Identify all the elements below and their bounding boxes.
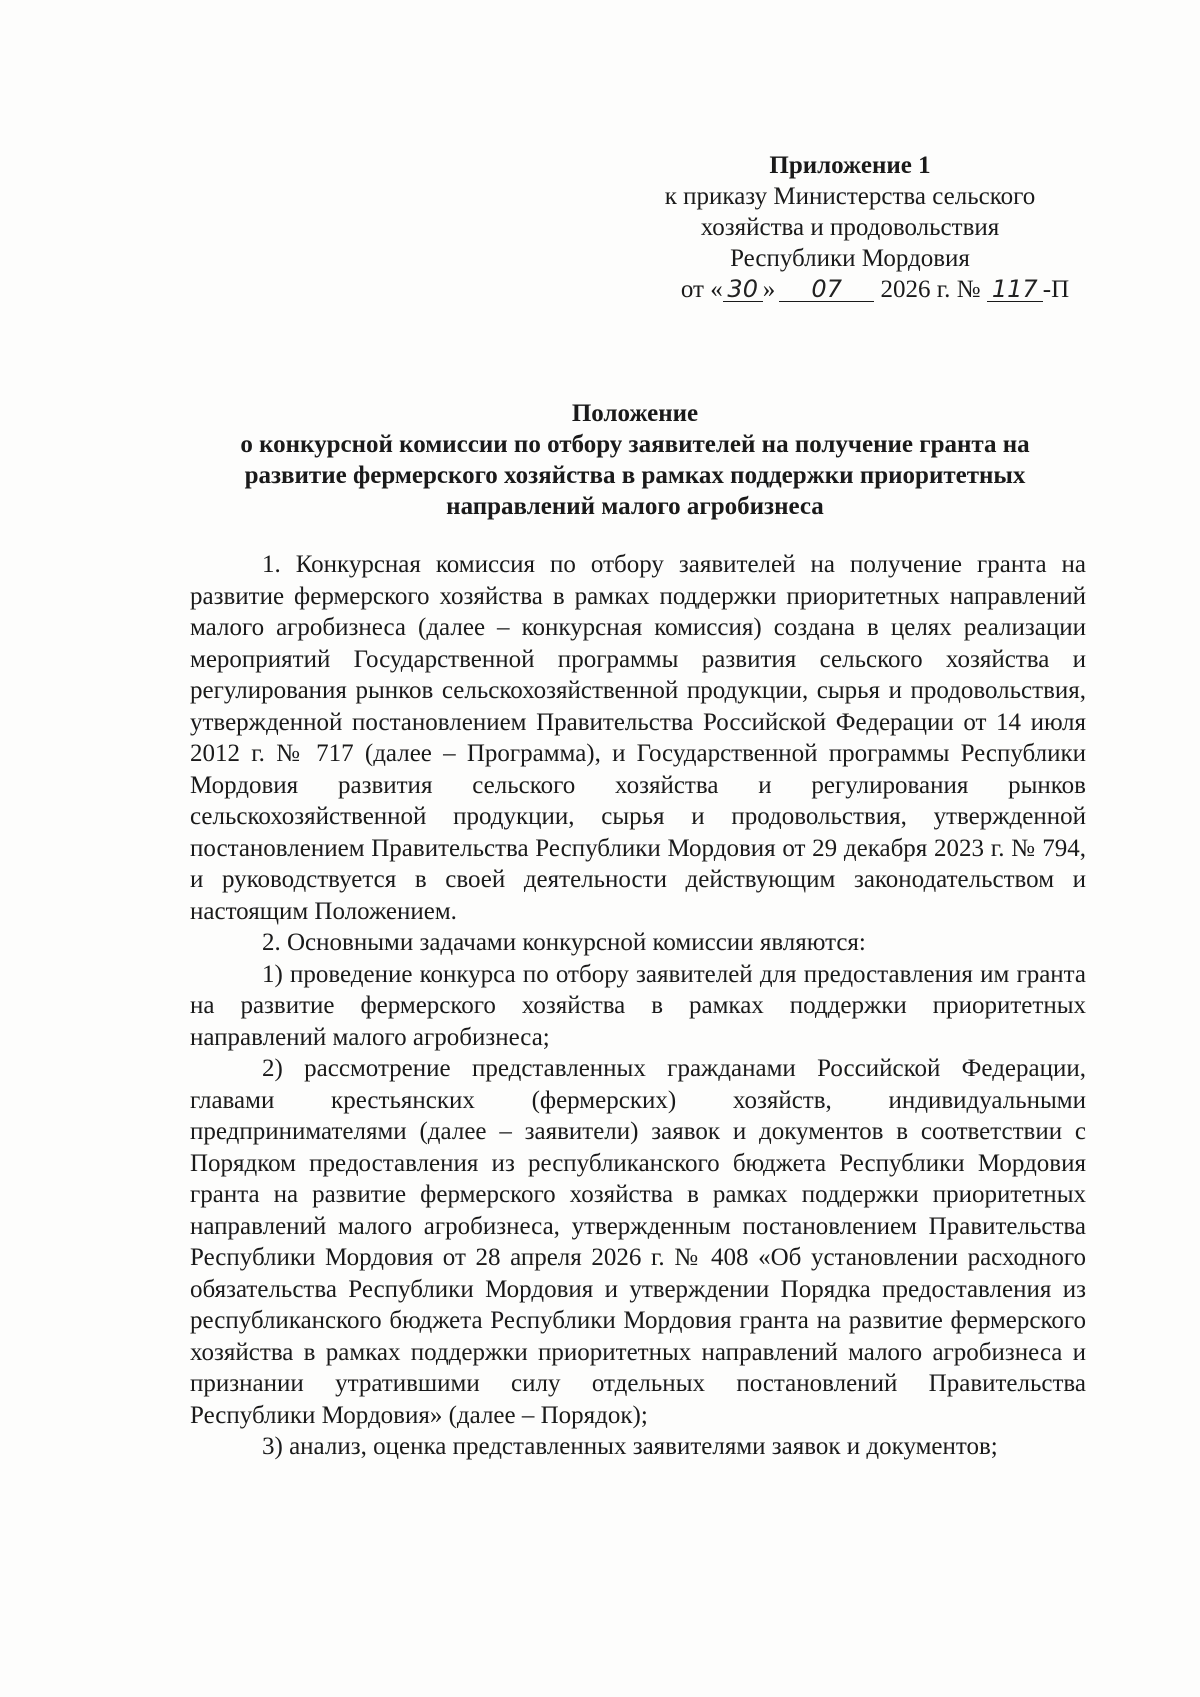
appendix-line-1: к приказу Министерства сельского bbox=[664, 183, 1036, 210]
order-number-handwritten: 117 bbox=[987, 277, 1043, 302]
order-year: 2026 г. № bbox=[874, 276, 987, 303]
paragraph-2-item-1: 1) проведение конкурса по отбору заявителей для предоставления им гранта на развитие фермерского хозяйства в рамках поддержки приоритетных направлений малого агробизнеса; bbox=[190, 960, 1086, 1051]
appendix-title: Приложение 1 bbox=[769, 152, 931, 179]
document-body bbox=[190, 549, 1086, 1463]
appendix-block bbox=[600, 150, 1100, 305]
order-day-handwritten: 30 bbox=[723, 277, 763, 302]
paragraph-2-item-3: 3) анализ, оценка представленных заявителями заявок и документов; bbox=[262, 1433, 998, 1460]
order-suffix: -П bbox=[1042, 276, 1070, 303]
appendix-line-2: хозяйства и продовольствия bbox=[700, 214, 1000, 241]
title-line-4: направлений малого агробизнеса bbox=[446, 493, 824, 520]
order-prefix: от « bbox=[680, 276, 723, 303]
title-line-3: развитие фермерского хозяйства в рамках поддержки приоритетных bbox=[244, 462, 1026, 489]
paragraph-1: 1. Конкурсная комиссия по отбору заявителей на получение гранта на развитие фермерского хозяйства в рамках поддержки приоритетных направлений малого агробизнеса (далее – конкурсная комиссия) создана в целях реализации мероприятий Государственной программы развития сельского хозяйства и регулирования рынков сельскохозяйственной продукции, сырья и продовольствия, утвержденной постановлением Правительства Российской Федерации от 14 июля 2012 г. № 717 (далее – Программа), и Государственной программы Республики Мордовия развития сельского хозяйства и регулирования рынков сельскохозяйственной продукции, сырья и продовольствия, утвержденной постановлением Правительства Республики Мордовия от 29 декабря 2023 г. № 794, и руководствуется в своей деятельности действующим законодательством и настоящим Положением. bbox=[190, 551, 1086, 925]
order-month-handwritten: 07 bbox=[779, 277, 874, 302]
order-mid: » bbox=[762, 276, 776, 303]
title-line-2: о конкурсной комиссии по отбору заявителей на получение гранта на bbox=[240, 431, 1030, 458]
paragraph-2: 2. Основными задачами конкурсной комиссии являются: bbox=[262, 929, 866, 956]
title-line-1: Положение bbox=[571, 400, 699, 427]
paragraph-2-item-2: 2) рассмотрение представленных гражданами Российской Федерации, главами крестьянских (фермерских) хозяйств, индивидуальными предпринимателями (далее – заявители) заявок и документов в соответствии с Порядком предоставления из республиканского бюджета Республики Мордовия гранта на развитие фермерского хозяйства в рамках поддержки приоритетных направлений малого агробизнеса, утвержденным постановлением Правительства Республики Мордовия от 28 апреля 2026 г. № 408 «Об установлении расходного обязательства Республики Мордовия и утверждении Порядка предоставления из республиканского бюджета Республики Мордовия гранта на развитие фермерского хозяйства в рамках поддержки приоритетных направлений малого агробизнеса и признании утратившими силу отдельных постановлений Правительства Республики Мордовия» (далее – Порядок); bbox=[190, 1055, 1086, 1429]
order-date-number-line bbox=[650, 274, 1100, 305]
appendix-line-3: Республики Мордовия bbox=[730, 245, 970, 272]
document-title bbox=[185, 398, 1085, 522]
